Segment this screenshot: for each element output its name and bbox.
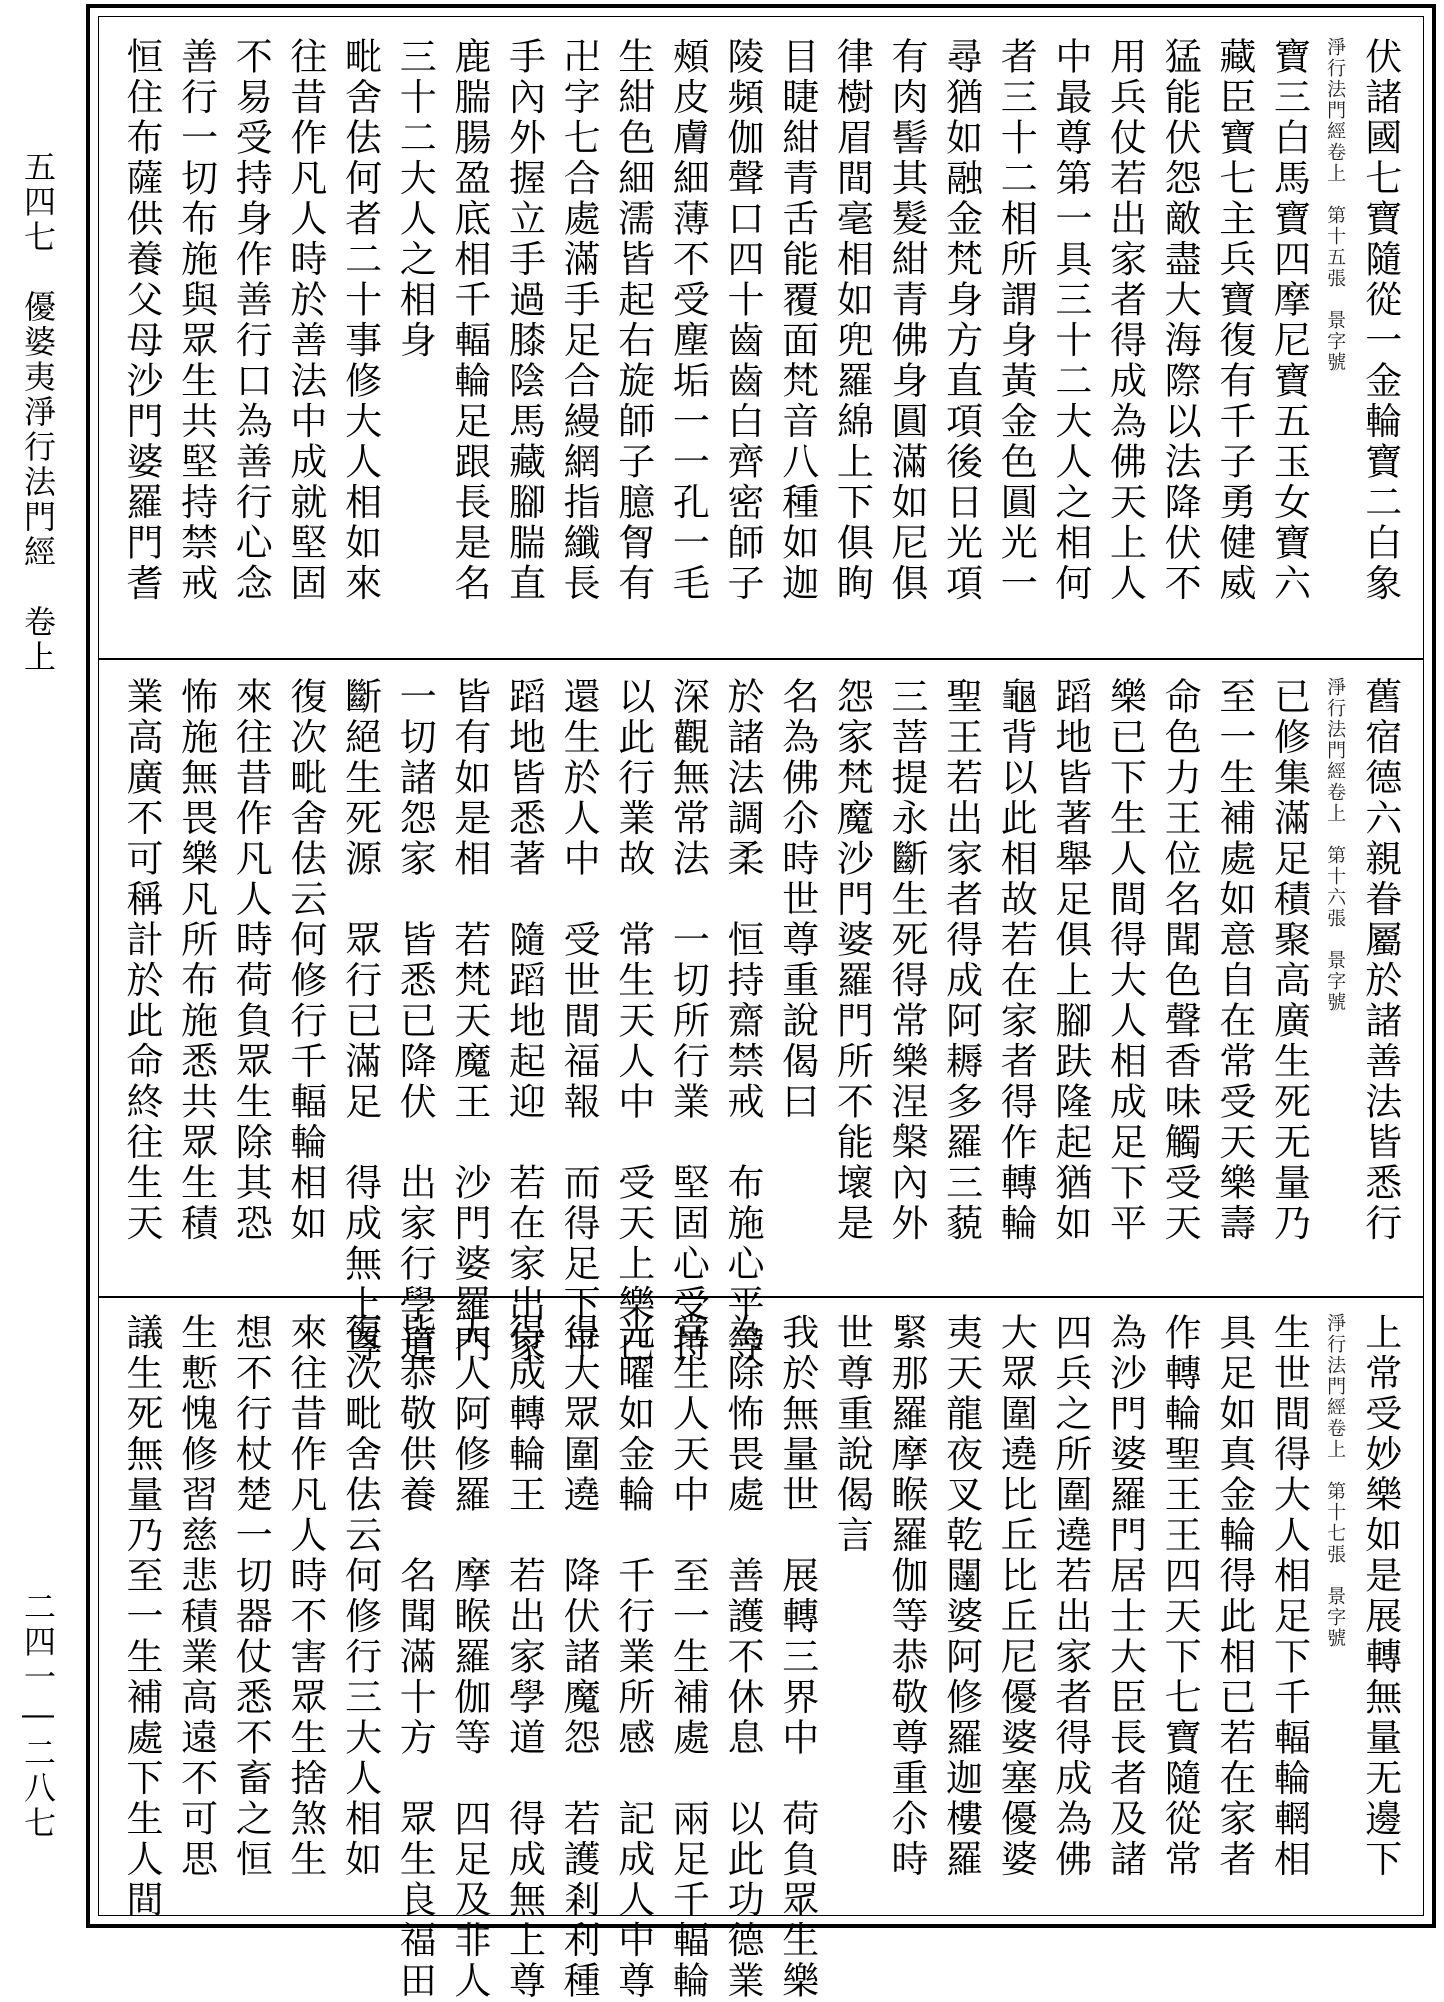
text-column: 怨家梵魔沙門婆羅門所不能壞是 [830, 677, 874, 1244]
edition-note: 淨行法門經卷上 第十六張 景字號 [1324, 677, 1347, 1013]
page-frame-inner [98, 16, 1424, 2002]
text-column: 大眾圍遶比丘比丘尼優婆塞優婆 [994, 1313, 1038, 1880]
text-column: 為沙門婆羅門居士大臣長者及諸 [1103, 1313, 1147, 1880]
text-column: 天人阿修羅 摩睺羅伽等 四足及非人 [447, 1313, 491, 2002]
text-column: 蹈地皆悉著 隨蹈地起迎 若在家出家 [502, 677, 546, 1366]
text-block-top [120, 37, 1402, 647]
text-column: 命色力王位名聞色聲香味觸受天 [1158, 677, 1202, 1244]
text-column: 具足如真金輪得此相已若在家者 [1212, 1313, 1256, 1880]
text-column: 聖王若出家者得成阿耨多羅三藐 [939, 677, 983, 1244]
text-column: 尋猶如融金梵身方直項後日光項 [939, 37, 983, 604]
text-column: 皆有如是相 若梵天魔王 沙門婆羅門 [447, 677, 491, 1366]
text-column: 卍字七合處滿手足合縵網指纖長 [557, 37, 601, 604]
text-column: 復次毗舍佉云何修行千輻輪相如 [283, 677, 327, 1244]
text-column: 猛能伏怨敵盡大海際以法降伏不 [1158, 37, 1202, 604]
text-column: 頰皮膚細薄不受塵垢一一孔一毛 [666, 37, 710, 604]
text-column: 三十二大人之相身 [393, 37, 437, 361]
text-column: 想不行杖楚一切器仗悉不畜之恒 [229, 1313, 273, 1880]
edition-note: 淨行法門經卷上 第十五張 景字號 [1324, 37, 1347, 373]
text-column: 不易受持身作善行口為善行心念 [229, 37, 273, 604]
text-column: 藏臣寶七主兵寶復有千子勇健威 [1212, 37, 1256, 604]
text-column: 來往昔作凡人時不害眾生捨煞生 [283, 1313, 327, 1880]
text-column: 來往昔作凡人時荷負眾生除其恐 [229, 677, 273, 1244]
outer-margin [0, 0, 80, 1932]
text-block-middle [120, 677, 1402, 1366]
text-column: 名為佛尒時世尊重說偈曰 [775, 677, 819, 1123]
text-column: 復次毗舍佉云何修行三大人相如 [338, 1313, 382, 1880]
text-block-bottom [120, 1313, 1402, 2002]
page-number: 二四一―二八七 [19, 1590, 57, 1841]
text-column: 光曜如金輪 千行業所感 記成人中尊 [611, 1313, 655, 2002]
text-column: 常生人天中 至一生補處 兩足千輻輪 [666, 1313, 710, 2002]
text-column: 目睫紺青舌能覆面梵音八種如迦 [775, 37, 819, 604]
text-column: 得成轉輪王 若出家學道 得成無上尊 [502, 1313, 546, 2002]
text-column: 業高廣不可稱計於此命終往生天 [120, 677, 163, 1244]
text-column: 生世間得大人相足下千輻輪輞相 [1267, 1313, 1311, 1880]
text-column: 上常受妙樂如是展轉無量无邊下 [1358, 1313, 1402, 1880]
text-column: 還生於人中 受世間福報 而得足下平 [557, 677, 601, 1366]
register-divider [99, 658, 1423, 660]
text-column: 至一生補處如意自在常受天樂壽 [1212, 677, 1256, 1244]
text-column: 世尊重說偈言 [830, 1313, 874, 1556]
text-column: 毗舍佉何者二十事修大人相如來 [338, 37, 382, 604]
text-column: 夷天龍夜叉乾闥婆阿修羅迦樓羅 [939, 1313, 983, 1880]
text-column: 手內外握立手過膝陰馬藏腳腨直 [502, 37, 546, 604]
text-column: 四兵之所圍遶若出家者得成為佛 [1048, 1313, 1092, 1880]
text-column: 者三十二相所謂身黃金色圓光一 [994, 37, 1038, 604]
text-column: 樂已下生人間得大人相成足下平 [1103, 677, 1147, 1244]
text-column: 議生死無量乃至一生補處下生人間 [120, 1313, 163, 1921]
text-column: 一切諸怨家 皆悉已降伏 出家行學道 [393, 677, 437, 1366]
text-column: 斷絕生死源 眾行已滿足 得成無上尊 [338, 677, 382, 1366]
text-column: 作轉輪聖王王四天下七寶隨從常 [1158, 1313, 1202, 1880]
text-column: 伏諸國七寶隨從一金輪寶二白象 [1358, 37, 1402, 604]
text-column: 深觀無常法 一切所行業 堅固心受持 [666, 677, 710, 1366]
text-column: 生慙愧修習慈悲積業高遠不可思 [174, 1313, 218, 1880]
text-column: 善行一切布施與眾生共堅持禁戒 [174, 37, 218, 604]
text-column: 鹿腨腸盈底相千輻輪足跟長是名 [447, 37, 491, 604]
text-column: 為除怖畏處 善護不休息 以此功德業 [721, 1313, 765, 2002]
text-column: 三菩提永斷生死得常樂涅槃內外 [884, 677, 928, 1244]
text-column: 律樹眉間毫相如兜羅綿上下俱眴 [830, 37, 874, 604]
text-column: 陵頻伽聲口四十齒齒白齊密師子 [721, 37, 765, 604]
text-column: 我於無量世 展轉三界中 荷負眾生樂 [775, 1313, 819, 2002]
page-frame [86, 4, 1436, 2002]
text-column: 龜背以此相故若在家者得作轉輪 [994, 677, 1038, 1244]
text-column: 生紺色細濡皆起右旋師子臆胷有 [611, 37, 655, 604]
text-column: 緊那羅摩睺羅伽等恭敬尊重尒時 [884, 1313, 928, 1880]
text-column: 舊宿德六親眷屬於諸善法皆悉行 [1358, 677, 1402, 1244]
edition-note: 淨行法門經卷上 第十七張 景字號 [1324, 1313, 1347, 1649]
text-column: 恒住布薩供養父母沙門婆羅門耆 [120, 37, 163, 604]
text-column: 以此行業故 常生天人中 受天上樂已 [611, 677, 655, 1366]
text-column: 有肉髻其髮紺青佛身圓滿如尼俱 [884, 37, 928, 604]
page-title: 五四七 優婆夷淨行法門經 卷上 [19, 150, 57, 675]
text-column: 寶三白馬寶四摩尼寶五玉女寶六 [1267, 37, 1311, 604]
text-column: 往昔作凡人時於善法中成就堅固 [283, 37, 327, 604]
text-column: 怖施無畏樂凡所布施悉共眾生積 [174, 677, 218, 1244]
text-column: 於諸法調柔 恒持齋禁戒 布施心平等 [721, 677, 765, 1366]
text-column: 皆恭敬供養 名聞滿十方 眾生良福田 [393, 1313, 437, 2002]
text-column: 蹈地皆著舉足俱上腳趺隆起猶如 [1048, 677, 1092, 1244]
text-column: 用兵仗若出家者得成為佛天上人 [1103, 37, 1147, 604]
text-column: 已修集滿足積聚高廣生死无量乃 [1267, 677, 1311, 1244]
text-column: 中最尊第一具三十二大人之相何 [1048, 37, 1092, 604]
text-column: 得大眾圍遶 降伏諸魔怨 若護剎利種 [557, 1313, 601, 2002]
